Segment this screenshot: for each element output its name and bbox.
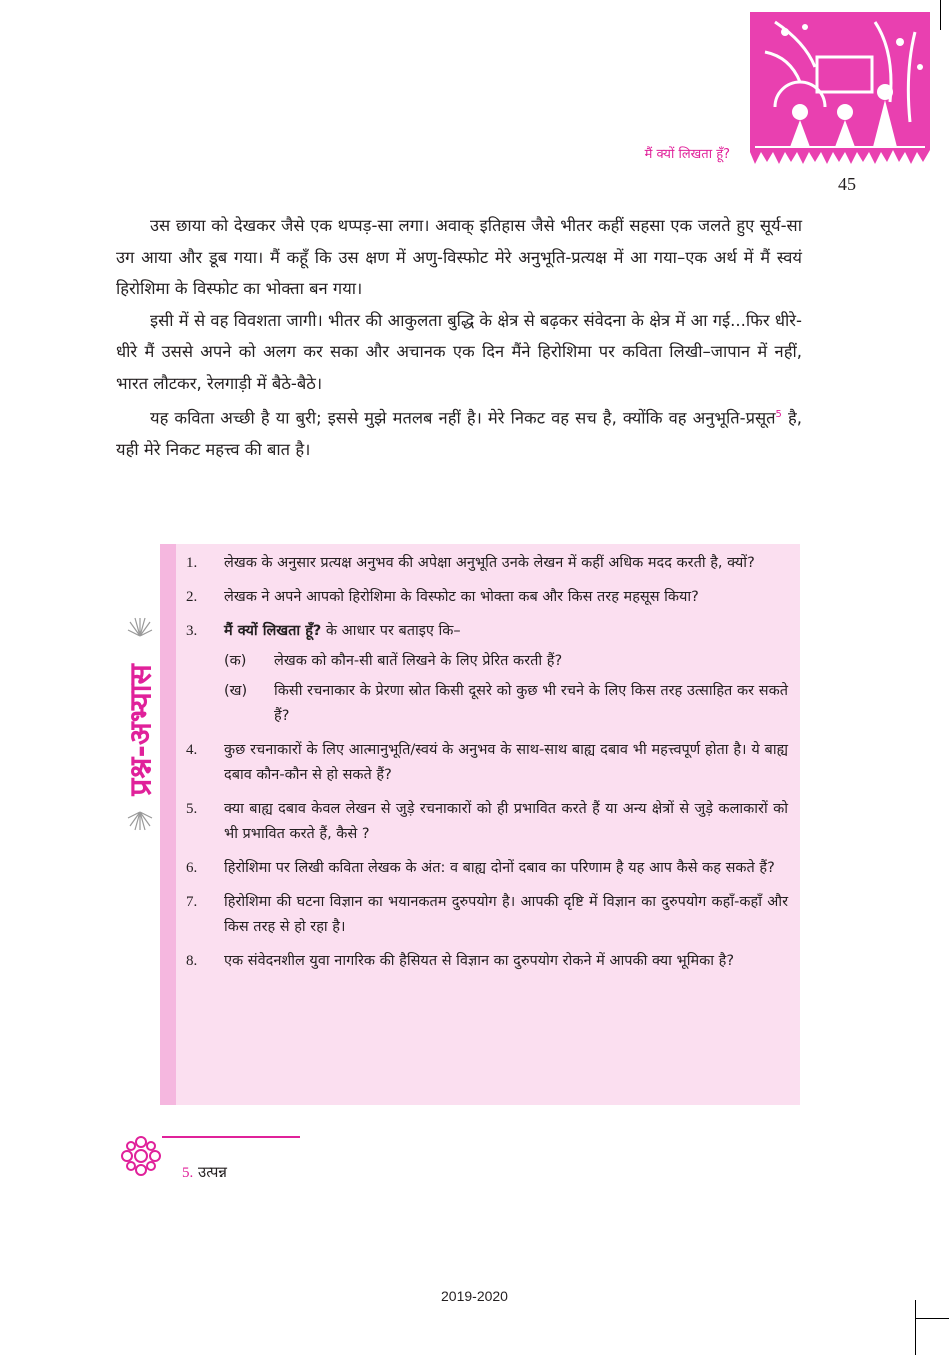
question-6 [186, 856, 788, 881]
question-7 [186, 890, 788, 940]
paragraph-2: इसी में से वह विवशता जागी। भीतर की आकुलता बुद्धि के क्षेत्र से बढ़कर संवेदना के क्षेत्र में आ गई...फिर धीरे-धीरे मैं उससे अपने को अलग कर सका और अचानक एक दिन मैंने हिरोशिमा पर कविता लिखी–जापान में नहीं, भारत लौटकर, रेलगाड़ी में बैठे-बैठे। [116, 310, 802, 393]
page-number: 45 [838, 174, 856, 194]
question-text: क्या बाह्य दबाव केवल लेखन से जुड़े रचनाकारों को ही प्रभावित करते हैं या अन्य क्षेत्रों से जुड़े कलाकारों को भी प्रभावित करते हैं, कैसे ? [224, 801, 788, 842]
question-2 [186, 585, 788, 610]
question-text: लेखक के अनुसार प्रत्यक्ष अनुभव की अपेक्षा अनुभूति उनके लेखन में कहीं अधिक मदद करती है, क्यों? [224, 555, 755, 571]
sub-question-b [224, 679, 788, 729]
question-8 [186, 949, 788, 974]
children-reading-illustration [745, 12, 935, 172]
sub-question-a [224, 649, 788, 674]
sub-question-text: किसी रचनाकार के प्रेरणा स्रोत किसी दूसरे को कुछ भी रचने के लिए किस तरह उत्साहित कर सकते हैं? [274, 683, 788, 724]
exercise-side-title: प्रश्न-अभ्यास [123, 664, 159, 796]
question-text: हिरोशिमा पर लिखी कविता लेखक के अंत: व बाह्य दोनों दबाव का परिणाम है यह आप कैसे कह सकते हैं? [224, 860, 775, 876]
question-number: 6. [186, 860, 198, 876]
paragraph-1: उस छाया को देखकर जैसे एक थप्पड़-सा लगा। अवाक् इतिहास जैसे भीतर कहीं सहसा एक जलते हुए सूर्य-सा उग आया और डूब गया। मैं कहूँ कि उस क्षण में अणु-विस्फोट मेरे अनुभूति-प्रत्यक्ष में आ गया–एक अर्थ में मैं स्वयं हिरोशिमा के विस्फोट का भोक्ता बन गया। [116, 216, 802, 298]
question-text: एक संवेदनशील युवा नागरिक की हैसियत से विज्ञान का दुरुपयोग रोकने में आपकी क्या भूमिका है? [224, 953, 735, 969]
sub-question-text: लेखक को कौन-सी बातें लिखने के लिए प्रेरित करती हैं? [274, 653, 563, 669]
question-3 [186, 619, 788, 729]
footnote-text: उत्पन्न [198, 1163, 227, 1181]
paragraph-3-text: यह कविता अच्छी है या बुरी; इससे मुझे मतलब नहीं है। मेरे निकट वह सच है, क्योंकि वह अनुभूति-प्रसूत [150, 408, 776, 428]
question-text: के आधार पर बताइए कि– [321, 623, 461, 639]
question-number: 4. [186, 742, 198, 758]
sub-question-label: (ख) [224, 683, 248, 699]
question-number: 3. [186, 623, 198, 639]
paragraph-3-end: है, यही मेरे निकट महत्त्व की बात है। [116, 408, 802, 459]
year-label: 2019-2020 [441, 1288, 508, 1304]
footnote-marker[interactable]: 5 [775, 409, 782, 420]
question-number: 2. [186, 589, 198, 605]
crop-mark [915, 1300, 916, 1355]
crop-mark [915, 1318, 949, 1319]
sub-question-list [224, 649, 788, 729]
exercise-box-bar [160, 544, 176, 1105]
running-title: मैं क्यों लिखता हूँ? [644, 147, 730, 162]
footnote-number: 5. [182, 1165, 194, 1181]
flower-ornament-icon [117, 1132, 165, 1180]
paragraph-3 [116, 399, 802, 466]
question-number: 5. [186, 801, 198, 817]
question-text: लेखक ने अपने आपको हिरोशिमा के विस्फोट का भोक्ता कब और किस तरह महसूस किया? [224, 589, 699, 605]
question-text: कुछ रचनाकारों के लिए आत्मानुभूति/स्वयं के अनुभव के साथ-साथ बाह्य दबाव भी महत्त्वपूर्ण होता है। ये बाह्य दबाव कौन-कौन से हो सकते हैं? [224, 742, 788, 783]
question-number: 8. [186, 953, 198, 969]
question-text: हिरोशिमा की घटना विज्ञान का भयानकतम दुरुपयोग है। आपकी दृष्टि में विज्ञान का दुरुपयोग कहाँ-कहाँ और किस तरह से हो रहा है। [224, 894, 788, 935]
question-list [186, 551, 788, 983]
question-number: 7. [186, 894, 198, 910]
sub-question-label: (क) [224, 653, 247, 669]
crop-mark [940, 0, 941, 30]
flower-ornament-icon [126, 810, 154, 836]
question-5 [186, 797, 788, 847]
question-number: 1. [186, 555, 198, 571]
question-4 [186, 738, 788, 788]
footnote-rule [162, 1136, 300, 1138]
question-3-bold: मैं क्यों लिखता हूँ? [224, 623, 322, 639]
body-text [116, 210, 802, 466]
footnote [182, 1162, 227, 1182]
question-1 [186, 551, 788, 576]
